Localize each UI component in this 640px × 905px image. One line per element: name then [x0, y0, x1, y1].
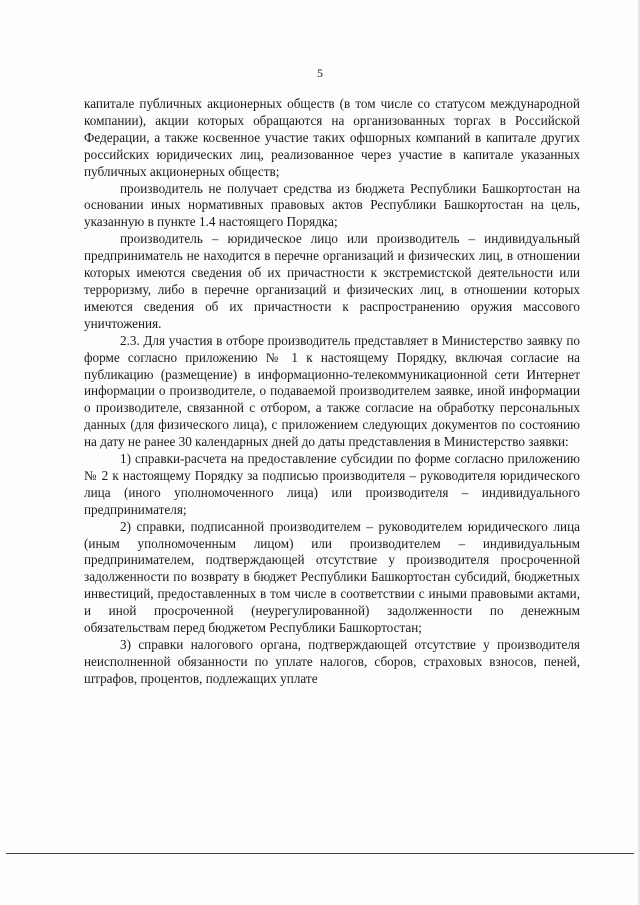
paragraph-offshore-participation: капитале публичных акционерных обществ (в том числе со статусом международной компании), акции которых обращаются на организованных торгах в Российской Федерации, а также косвенное участие таких офшорных компаний в капитале других российских юридических лиц, реализованное через участие в капитале указанных публичных акционерных обществ;: [84, 96, 580, 179]
page-bottom-rule: [6, 853, 634, 854]
document-body: [84, 96, 580, 688]
paragraph-item-3-tax-certificate: 3) справки налогового органа, подтверждающей отсутствие у производителя неисполненной обязанности по уплате налогов, сборов, страховых взносов, пеней, штрафов, процентов, подлежащих уплате: [84, 637, 580, 686]
paragraph-item-1-calculation: 1) справки-расчета на предоставление субсидии по форме согласно приложению № 2 к настоящему Порядку за подписью производителя – руководителя юридического лица (иного уполномоченного лица) или производителя – индивидуального предпринимателя;: [84, 451, 580, 517]
paragraph-extremism-list: производитель – юридическое лицо или производитель – индивидуальный предприниматель не находится в перечне организаций и физических лиц, в отношении которых имеются сведения об их причастности к экстремистской деятельности или терроризму, либо в перечне организаций и физических лиц, в отношении которых имеются сведения об их причастности к распространению оружия массового уничтожения.: [84, 231, 580, 331]
paragraph-no-budget-funds: производитель не получает средства из бюджета Республики Башкортостан на основании иных нормативных правовых актов Республики Башкортостан на цель, указанную в пункте 1.4 настоящего Порядка;: [84, 180, 580, 230]
paragraph-2-3-application: 2.3. Для участия в отборе производитель представляет в Министерство заявку по форме согласно приложению № 1 к настоящему Порядку, включая согласие на публикацию (размещение) в информационно-телекоммуникационной сети Интернет информации о производителе, о подаваемой производителем заявке, иной информации о производителе, связанной с отбором, а также согласие на обработку персональных данных (для физического лица), с приложением следующих документов по состоянию на дату не ранее 30 календарных дней до даты представления в Министерство заявки:: [84, 332, 580, 450]
paragraph-item-2-certificate: 2) справки, подписанной производителем – руководителем юридического лица (иным уполномоченным лицом) или производителем – индивидуальным предпринимателем, подтверждающей отсутствие у производителя просроченной задолженности по возврату в бюджет Республики Башкортостан субсидий, бюджетных инвестиций, предоставленных в том числе в соответствии с иными правовыми актами, и иной просроченной (неурегулированной) задолженности по денежным обязательствам перед бюджетом Республики Башкортостан;: [84, 518, 580, 636]
page-number: 5: [317, 66, 323, 80]
